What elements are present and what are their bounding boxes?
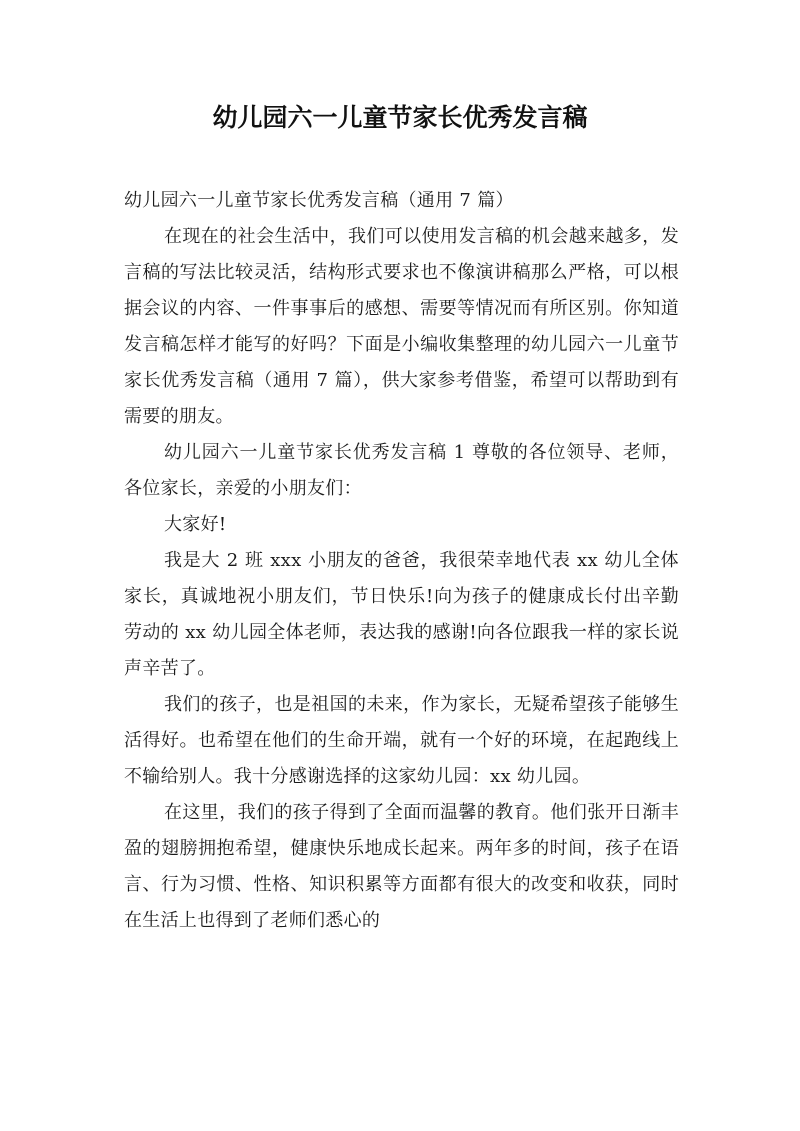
paragraph-greeting: 大家好! (164, 514, 227, 535)
document-subtitle: 幼儿园六一儿童节家长优秀发言稿（通用 7 篇） (124, 190, 514, 211)
document-title: 幼儿园六一儿童节家长优秀发言稿 (212, 103, 588, 132)
document-body (124, 183, 679, 939)
paragraph-self-introduction: 我是大 2 班 xxx 小朋友的爸爸，我很荣幸地代表 xx 幼儿全体家长，真诚地祝小朋友们，节日快乐!向为孩子的健康成长付出辛勤劳动的 xx 幼儿园全体老师，表达我的感谢!向各位跟我一样的家长说声辛苦了。 (124, 550, 679, 679)
paragraph-speech-heading: 幼儿园六一儿童节家长优秀发言稿 1 尊敬的各位领导、老师，各位家长，亲爱的小朋友们： (124, 442, 679, 499)
paragraph-children-future: 我们的孩子，也是祖国的未来，作为家长，无疑希望孩子能够生活得好。也希望在他们的生命开端，就有一个好的环境，在起跑线上不输给别人。我十分感谢选择的这家幼儿园：xx 幼儿园。 (124, 694, 679, 787)
paragraph-intro: 在现在的社会生活中，我们可以使用发言稿的机会越来越多，发言稿的写法比较灵活，结构形式要求也不像演讲稿那么严格，可以根据会议的内容、一件事事后的感想、需要等情况而有所区别。你知道发言稿怎样才能写的好吗？下面是小编收集整理的幼儿园六一儿童节家长优秀发言稿（通用 7 篇），供大家参考借鉴，希望可以帮助到有需要的朋友。 (124, 226, 679, 427)
paragraph-education: 在这里，我们的孩子得到了全面而温馨的教育。他们张开日渐丰盈的翅膀拥抱希望，健康快乐地成长起来。两年多的时间，孩子在语言、行为习惯、性格、知识积累等方面都有很大的改变和收获，同时在生活上也得到了老师们悉心的 (124, 802, 679, 931)
